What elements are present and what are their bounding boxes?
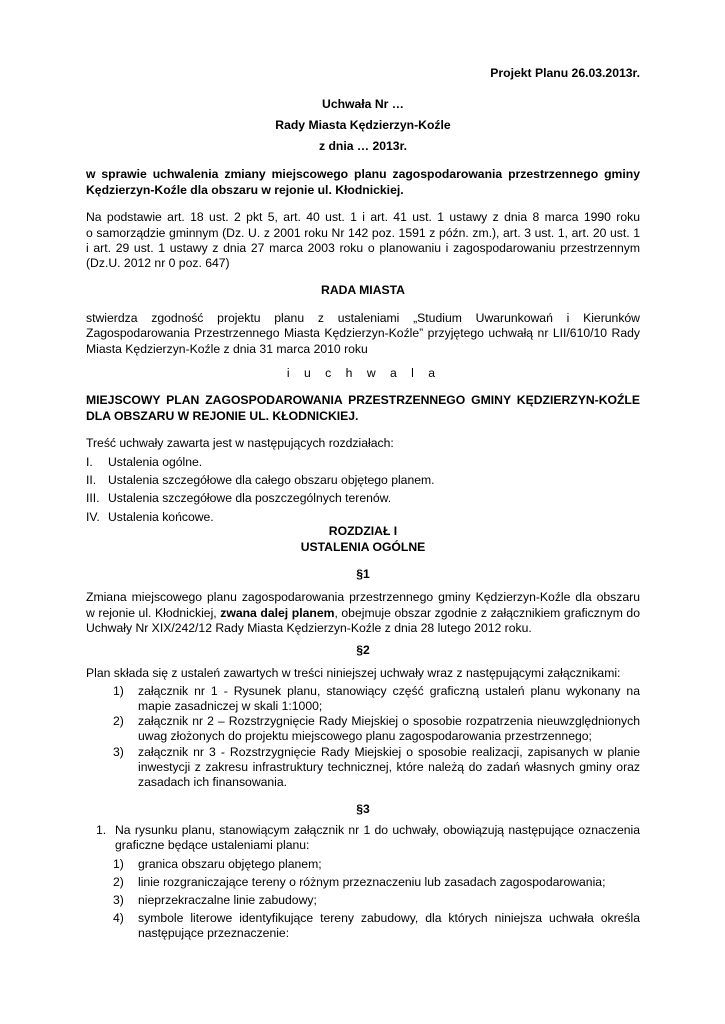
subject-line-1: w sprawie uchwalenia zmiany miejscowego planu zagospodarowania przestrzennego gminy: [86, 167, 640, 181]
resolution-number: Uchwała Nr …: [322, 97, 404, 111]
uchwala-heading: i u c h w a l a: [286, 366, 440, 380]
list-item-number: 2): [113, 875, 124, 889]
legal-basis-line-1: Na podstawie art. 18 ust. 2 pkt 5, art. 40 ust. 1 i art. 41 ust. 1 ustawy z dnia 8 marca 1990 roku: [86, 210, 640, 224]
list-item-line: mapie zasadniczej w skali 1:1000;: [138, 699, 323, 713]
rada-miasta-heading: RADA MIASTA: [321, 283, 405, 297]
project-date: Projekt Planu 26.03.2013r.: [490, 66, 640, 80]
legal-basis-line-2: o samorządzie gminnym (Dz. U. z 2001 roku Nr 142 poz. 1591 z późn. zm.), art. 3 ust. 1, art. 20 ust. 1: [86, 226, 640, 240]
point-number: 1.: [96, 823, 107, 837]
list-item-line: uwag złożonych do projektu miejscowego planu zagospodarowania przestrzennego;: [138, 729, 592, 743]
chapter-number: II.: [86, 473, 97, 487]
list-item-number: 4): [113, 911, 124, 925]
par1-line-2-start: w rejonie ul. Kłodnickiej,: [86, 606, 221, 620]
contents-intro: Treść uchwały zawarta jest w następujących rozdziałach:: [86, 436, 394, 450]
list-item-line: następujące przeznaczenie:: [138, 926, 290, 940]
list-item-line: linie rozgraniczające tereny o różnym przeznaczeniu lub zasadach zagospodarowania;: [138, 875, 606, 889]
par1-line-2-end: , obejmuje obszar zgodnie z załącznikiem graficznym do: [334, 606, 640, 620]
paragraph-2-sign: §2: [356, 643, 370, 657]
chapter-list-item: [86, 455, 202, 471]
list-item-line: załącznik nr 3 - Rozstrzygnięcie Rady Miejskiej o sposobie realizacji, zapisanych w planie: [138, 745, 640, 759]
confirmation-line-1: stwierdza zgodność projektu planu z ustaleniami „Studium Uwarunkowań i Kierunków: [86, 311, 640, 325]
par1-line-2: [86, 606, 640, 622]
list-item-line: załącznik nr 2 – Rozstrzygnięcie Rady Miejskiej o sposobie rozpatrzenia nieuwzględnionych: [138, 714, 640, 728]
list-item-number: 2): [113, 714, 124, 728]
chapter-label: Ustalenia końcowe.: [108, 510, 214, 524]
chapter-list-item: [86, 491, 391, 507]
chapter1-subtitle: USTALENIA OGÓLNE: [300, 540, 426, 554]
par1-line-3: Uchwały Nr XIX/242/12 Rady Miasta Kędzierzyn-Koźle z dnia 28 lutego 2012 roku.: [86, 621, 532, 635]
chapter-label: Ustalenia ogólne.: [108, 455, 203, 469]
legal-basis-line-4: (Dz.U. 2012 nr 0 poz. 647): [86, 256, 230, 270]
confirmation-line-3: Miasta Kędzierzyn-Koźle z dnia 31 marca 2010 roku: [86, 342, 368, 356]
list-item-line: załącznik nr 1 - Rysunek planu, stanowiący część graficzną ustaleń planu wykonany na: [138, 684, 640, 698]
council-name: Rady Miasta Kędzierzyn-Koźle: [275, 118, 451, 132]
zwana-dalej-planem: zwana dalej planem: [220, 606, 335, 620]
list-item-line: symbole literowe identyfikujące tereny zabudowy, dla których niniejsza uchwała określa: [138, 911, 640, 925]
paragraph-3-sign: §3: [356, 802, 370, 816]
par2-intro: Plan składa się z ustaleń zawartych w treści niniejszej uchwały wraz z następującymi załącznikami:: [86, 666, 621, 680]
chapter1-title: ROZDZIAŁ I: [328, 524, 398, 538]
chapter-label: Ustalenia szczegółowe dla całego obszaru objętego planem.: [108, 473, 435, 487]
chapter-number: IV.: [86, 510, 100, 524]
chapter-number: I.: [86, 455, 93, 469]
list-item-line: granica obszaru objętego planem;: [138, 857, 322, 871]
chapter-label: Ustalenia szczegółowe dla poszczególnych terenów.: [108, 491, 392, 505]
list-item-number: 1): [113, 684, 124, 698]
list-item-number: 1): [113, 857, 124, 871]
plan-title-line-2: DLA OBSZARU W REJONIE UL. KŁODNICKIEJ.: [86, 409, 359, 423]
resolution-date: z dnia … 2013r.: [318, 139, 408, 153]
point-line: graficzne będące ustaleniami planu:: [115, 838, 310, 852]
list-item-number: 3): [113, 893, 124, 907]
list-item-line: inwestycji z zakresu infrastruktury technicznej, które należą do zadań własnych gminy oraz: [138, 760, 640, 774]
point-line: Na rysunku planu, stanowiącym załącznik nr 1 do uchwały, obowiązują następujące oznaczenia: [115, 823, 640, 837]
legal-basis-line-3: i art. 29 ust. 1 ustawy z dnia 27 marca 2003 roku o planowaniu i zagospodarowaniu przestrzennym: [86, 241, 640, 255]
chapter-list-item: [86, 473, 435, 489]
subject-line-2: Kędzierzyn-Koźle dla obszaru w rejonie ul. Kłodnickiej.: [86, 183, 404, 197]
plan-title-line-1: MIEJSCOWY PLAN ZAGOSPODAROWANIA PRZESTRZENNEGO GMINY KĘDZIERZYN-KOŹLE: [86, 393, 640, 407]
list-item-line: nieprzekraczalne linie zabudowy;: [138, 893, 317, 907]
par1-line-1: Zmiana miejscowego planu zagospodarowania przestrzennego gminy Kędzierzyn-Koźle dla obszaru: [86, 590, 640, 604]
document-page: [86, 0, 640, 1024]
chapter-number: III.: [86, 491, 100, 505]
list-item-line: zasadach ich finansowania.: [138, 775, 288, 789]
confirmation-line-2: Zagospodarowania Przestrzennego Miasta Kędzierzyn-Koźle” przyjętego uchwałą nr LII/610/10 Rady: [86, 326, 640, 340]
list-item-number: 3): [113, 745, 124, 759]
paragraph-1-sign: §1: [356, 567, 370, 581]
